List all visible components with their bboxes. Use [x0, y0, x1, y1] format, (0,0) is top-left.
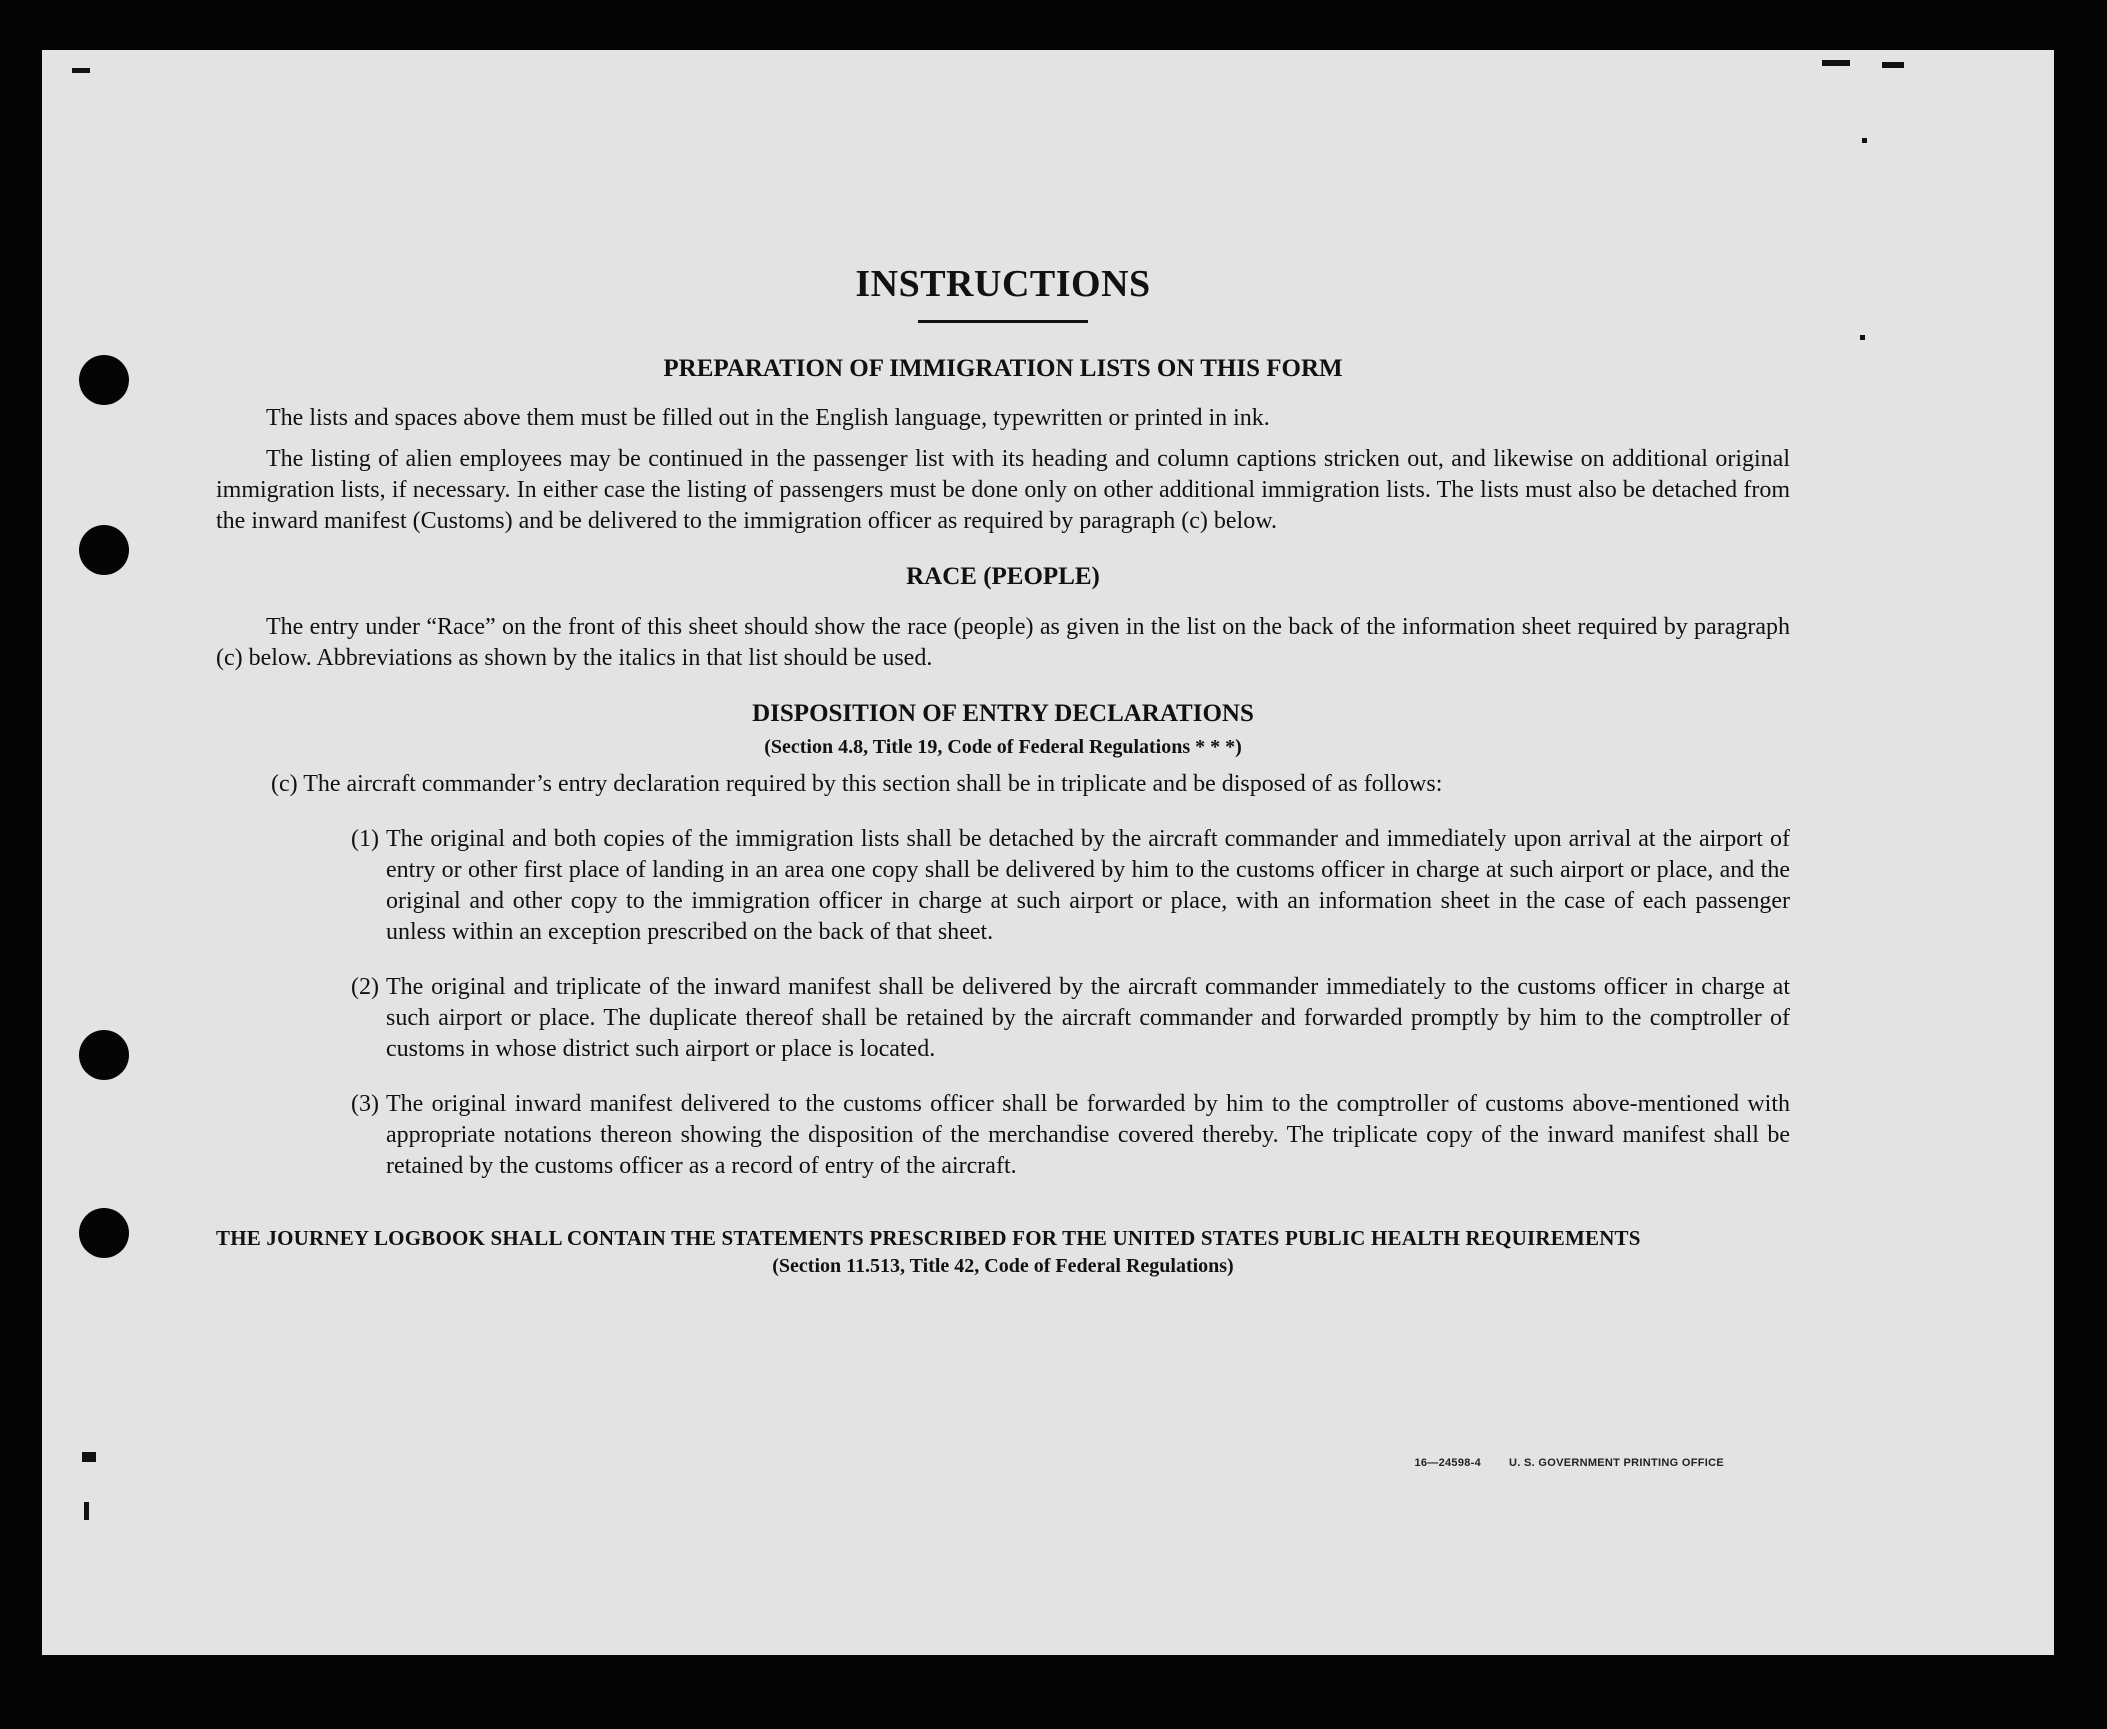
punch-hole [79, 1030, 129, 1080]
list-item [216, 972, 1790, 1065]
section-heading-preparation: PREPARATION OF IMMIGRATION LISTS ON THIS FORM [663, 354, 1343, 382]
list-item [216, 824, 1790, 948]
item-text: The original and both copies of the immigration lists shall be detached by the aircraft commander and immediately upon arrival at the airport of entry or other first place of landing in an area one copy shall be delivered by him to the customs officer in charge at such airport or place, and the original and other copy to the immigration officer in charge at such airport or place, with an information sheet in the case of each passenger unless within an exception prescribed on the back of that sheet. [386, 826, 1790, 946]
imprint-code: 16—24598-4 [1414, 1457, 1482, 1469]
item-label: (3) [351, 1091, 379, 1118]
printer-imprint [1414, 1457, 1724, 1469]
item-label: (2) [351, 974, 379, 1001]
scan-mark [1822, 60, 1850, 66]
paragraph-english-language: The lists and spaces above them must be filled out in the English language, typewritten or printed in ink. [266, 405, 1270, 432]
scan-mark [82, 1452, 96, 1462]
section-heading-disposition: DISPOSITION OF ENTRY DECLARATIONS [752, 699, 1254, 727]
list-item [216, 1089, 1790, 1182]
item-label: (1) [351, 826, 379, 853]
item-text: The original and triplicate of the inward manifest shall be delivered by the aircraft commander immediately to the customs officer in charge at such airport or place. The duplicate thereof shall be retained by the aircraft commander and forwarded promptly by him to the comptroller of customs in whose district such airport or place is located. [386, 974, 1790, 1063]
scan-mark [1862, 138, 1867, 143]
item-text: The original inward manifest delivered to the customs officer shall be forwarded by him to the comptroller of customs above-mentioned with appropriate notations thereon showing the disposition of the merchandise covered thereby. The triplicate copy of the inward manifest shall be retained by the customs officer as a record of entry of the aircraft. [386, 1091, 1790, 1180]
page-title: INSTRUCTIONS [855, 263, 1151, 305]
footer-regulation: (Section 11.513, Title 42, Code of Federal Regulations) [772, 1255, 1234, 1278]
footer-statement: THE JOURNEY LOGBOOK SHALL CONTAIN THE STATEMENTS PRESCRIBED FOR THE UNITED STATES PUBLIC HEALTH REQUIREMENTS [216, 1226, 1641, 1251]
instructions-content [216, 262, 1790, 1278]
scan-mark [1860, 335, 1865, 340]
punch-hole [79, 1208, 129, 1258]
imprint-office: U. S. GOVERNMENT PRINTING OFFICE [1509, 1457, 1724, 1469]
title-underline [918, 320, 1088, 323]
section-subheading-regulation: (Section 4.8, Title 19, Code of Federal Regulations * * *) [764, 736, 1242, 759]
section-heading-race: RACE (PEOPLE) [906, 563, 1100, 591]
clause-c: (c) The aircraft commander’s entry declaration required by this section shall be in triplicate and be disposed of as follows: [271, 771, 1443, 798]
scan-mark [1882, 62, 1904, 68]
paragraph-race-entry: The entry under “Race” on the front of this sheet should show the race (people) as given in the list on the back of the information sheet required by paragraph (c) below. Abbreviations as shown by the italics in that list should be used. [216, 613, 1790, 671]
scan-mark [72, 68, 90, 73]
punch-hole [79, 525, 129, 575]
paragraph-alien-employees: The listing of alien employees may be continued in the passenger list with its heading and column captions stricken out, and likewise on additional original immigration lists, if necessary. In either case the listing of passengers must be done only on other additional immigration lists. The lists must also be detached from the inward manifest (Customs) and be delivered to the immigration officer as required by paragraph (c) below. [216, 446, 1790, 535]
punch-hole [79, 355, 129, 405]
scan-mark [84, 1502, 89, 1520]
